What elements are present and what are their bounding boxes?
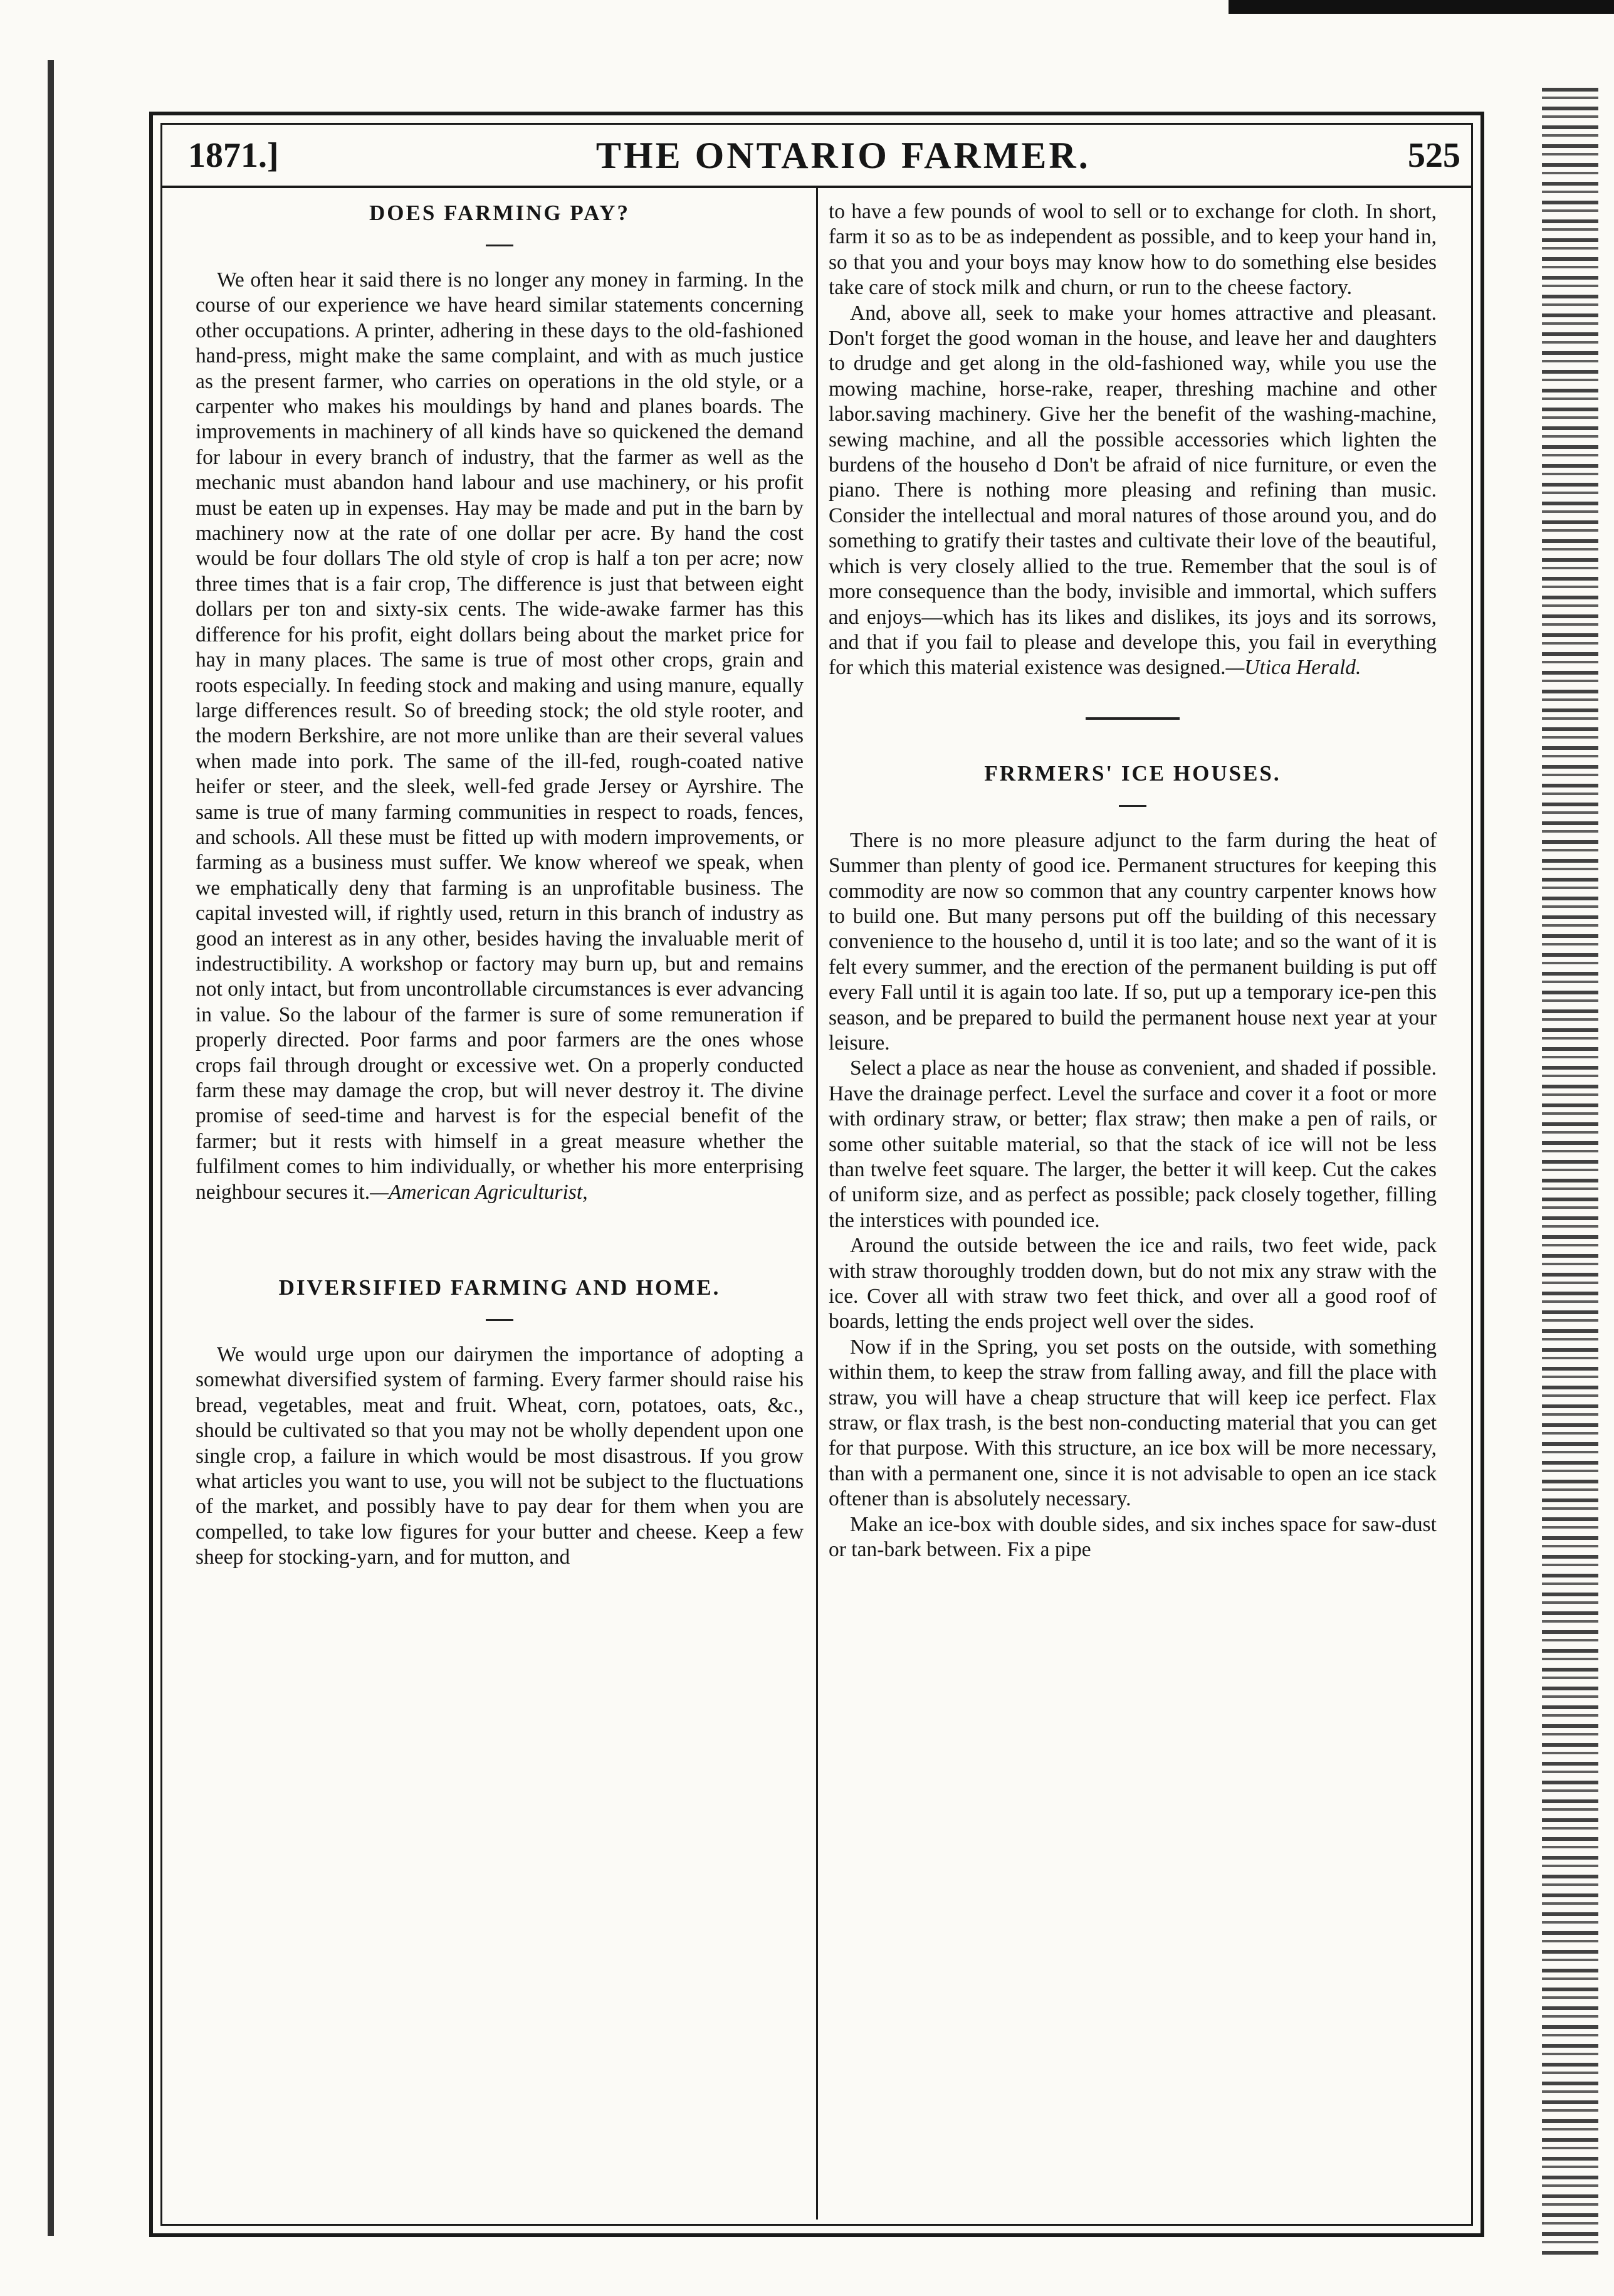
article-does-farming-pay (196, 199, 804, 1205)
column-rule (816, 188, 818, 2220)
section-gap (829, 720, 1437, 760)
section-gap (196, 1205, 804, 1274)
article-paragraph: Now if in the Spring, you set posts on the outside, with something within them, to keep the straw from falling away, and fill the place with straw, you will have a cheap structure that will keep ice perfect. Flax straw, or flax trash, is the best non-conducting material that you can get for that purpose. With this structure, an ice box will be more necessary, than with a permanent one, since it is not advisable to open an ice stack oftener than is absolutely necessary. (829, 1335, 1437, 1511)
left-column (196, 199, 804, 2212)
article-body: We often hear it said there is no longer any money in farming. In the course of our experience we have heard similar statements concerning other occupations. A printer, adhering in these days to the old-fashioned hand-press, might make the same complaint, and with as much justice as the present farmer, who carries on operations in the old style, or a carpenter who makes his mouldings by hand and planes boards. The improvements in machinery of all kinds have so quickened the demand for labour in every branch of industry, that the farmer as well as the mechanic must abandon hand labour and use machinery, or his profit must be eaten up in expenses. Hay may be made and put in the barn by machinery now at the rate of one dollar per acre. By hand the cost would be four dollars The old style of crop is half a ton per acre; now three times that is a fair crop, The difference is just that between eight dollars per ton and sixty-six cents. The wide-awake farmer has this difference for his profit, eight dollars being about the market price for hay in many places. The same is true of most other crops, grain and roots especially. In feeding stock and making and using manure, equally large differences result. So of breeding stock; the old style rooter, and the modern Berkshire, are not more unlike than are their several values when made into pork. The same of the ill-fed, rough-coated native heifer or steer, and the sleek, well-fed grade Jersey or Ayrshire. The same is true of many farming communities in respect to roads, fences, and schools. All these must be fitted up with modern improvements, or farming as a business must suffer. We know whereof we speak, when we emphatically deny that farming is an unprofitable business. The capital invested will, if rightly used, return in this branch of industry as good an interest as in any other, besides having the invaluable merit of indestructibility. A workshop or factory may burn up, but and remains not only intact, but from uncontrollable circumstances is ever advancing in value. So the labour of the farmer is sure of some remuneration if properly directed. Poor farms and poor farmers are the ones whose crops fail through drought or excessive wet. On a properly conducted farm these may damage the crop, but will never destroy it. The divine promise of seed-time and harvest is for the especial benefit of the farmer; but it rests with himself in a great measure whether the fulfilment comes to him individually, or whether his more enterprising neighbour secures it.—American Agriculturist, (196, 268, 804, 1204)
article-paragraph: Around the outside between the ice and rails, two feet wide, pack with straw thoroughly trodden down, but do not mix any straw with the ice. Cover all with straw two feet thick, and over all a good roof of boards, letting the ends project well over the sides. (829, 1234, 1437, 1334)
article-title: DOES FARMING PAY? (369, 201, 630, 225)
article-paragraph: Make an ice-box with double sides, and six inches space for saw-dust or tan-bark between. Fix a pipe (829, 1512, 1437, 1562)
article-body: And, above all, seek to make your homes attractive and pleasant. Don't forget the good woman in the house, and leave her and daughters to drudge and get along in the old-fashioned way, while you use the mowing machine, horse-rake, reaper, threshing machine and other labor.saving machinery. Give her the benefit of the washing-machine, sewing machine, and all the possible accessories which lighten the burdens of the househo d Don't be afraid of nice furniture, or even the piano. There is nothing more pleasing and refining than music. Consider the intellectual and moral natures of those around you, and do something to gratify their tastes and cultivate their love of the beautiful, which is very closely allied to the true. Remember that the soul is of more consequence than the body, invisible and immortal, which suffers and enjoys—which has its likes and dislikes, its joys and its sorrows, and that if you fail to please and develope this, you fail in everything for which this material existence was designed.—Utica Herald. (829, 301, 1437, 680)
article-paragraph: Select a place as near the house as convenient, and shaded if possible. Have the drainage perfect. Level the surface and cover it a foot or more with ordinary straw, or better; flax straw; then make a pen of rails, or some other suitable material, so that the stack of ice will not be less than twelve feet square. The larger, the better it will keep. Cut the cakes of uniform size, and as perfect as possible; pack closely together, filling the interstices with pounded ice. (829, 1056, 1437, 1232)
title-dash (1119, 805, 1146, 807)
article-paragraph: There is no more pleasure adjunct to the farm during the heat of Summer than plenty of good ice. Permanent structures for keeping this commodity are now so common that any country carpenter knows how to build one. But many persons put off the building of this necessary convenience to the househo d, until it is too late; and so the want of it is felt every summer, and the erection of the permanent building is put off every Fall until it is again too late. If so, put up a temporary ice-pen this season, and be prepared to build the permanent house next year at your leisure. (829, 828, 1437, 1055)
article-title: DIVERSIFIED FARMING AND HOME. (278, 1275, 721, 1300)
article-title: FRRMERS' ICE HOUSES. (984, 761, 1281, 786)
title-dash (486, 1319, 513, 1321)
article-source: —American Agriculturist, (370, 1180, 588, 1204)
page-number: 525 (1407, 136, 1460, 175)
scan-artifact-top (1229, 0, 1614, 14)
running-head (188, 130, 1460, 181)
article-body: We would urge upon our dairymen the importance of adopting a somewhat diversified system of farming. Every farmer should raise his bread, vegetables, meat and fruit. Wheat, corn, potatoes, oats, &c., should be cultivated so that you may not be wholly dependent upon one single crop, a failure in which would be most disastrous. If you grow what articles you want to use, you will not be subject to the fluctuations of the market, and possibly have to pay dear for them when you are compelled, to take low figures for your butter and cheese. Keep a few sheep for stocking-yarn, and for mutton, and (196, 1343, 804, 1569)
article-source: —Utica Herald. (1225, 656, 1361, 680)
title-dash (486, 245, 513, 246)
publication-title: THE ONTARIO FARMER. (595, 134, 1091, 176)
right-column (829, 199, 1437, 2212)
scan-artifact-right (1542, 88, 1598, 2257)
article-diversified-farming (196, 1274, 804, 1571)
article-ice-houses (829, 760, 1437, 1563)
scan-artifact-left (48, 60, 54, 2236)
issue-year: 1871.] (188, 136, 279, 175)
article-body-continued: to have a few pounds of wool to sell or to exchange for cloth. In short, farm it so as to be as independent as possible, and to keep your hand in, so that you and your boys may know how to do something else besides take care of stock milk and churn, or run to the cheese factory. (829, 200, 1437, 300)
